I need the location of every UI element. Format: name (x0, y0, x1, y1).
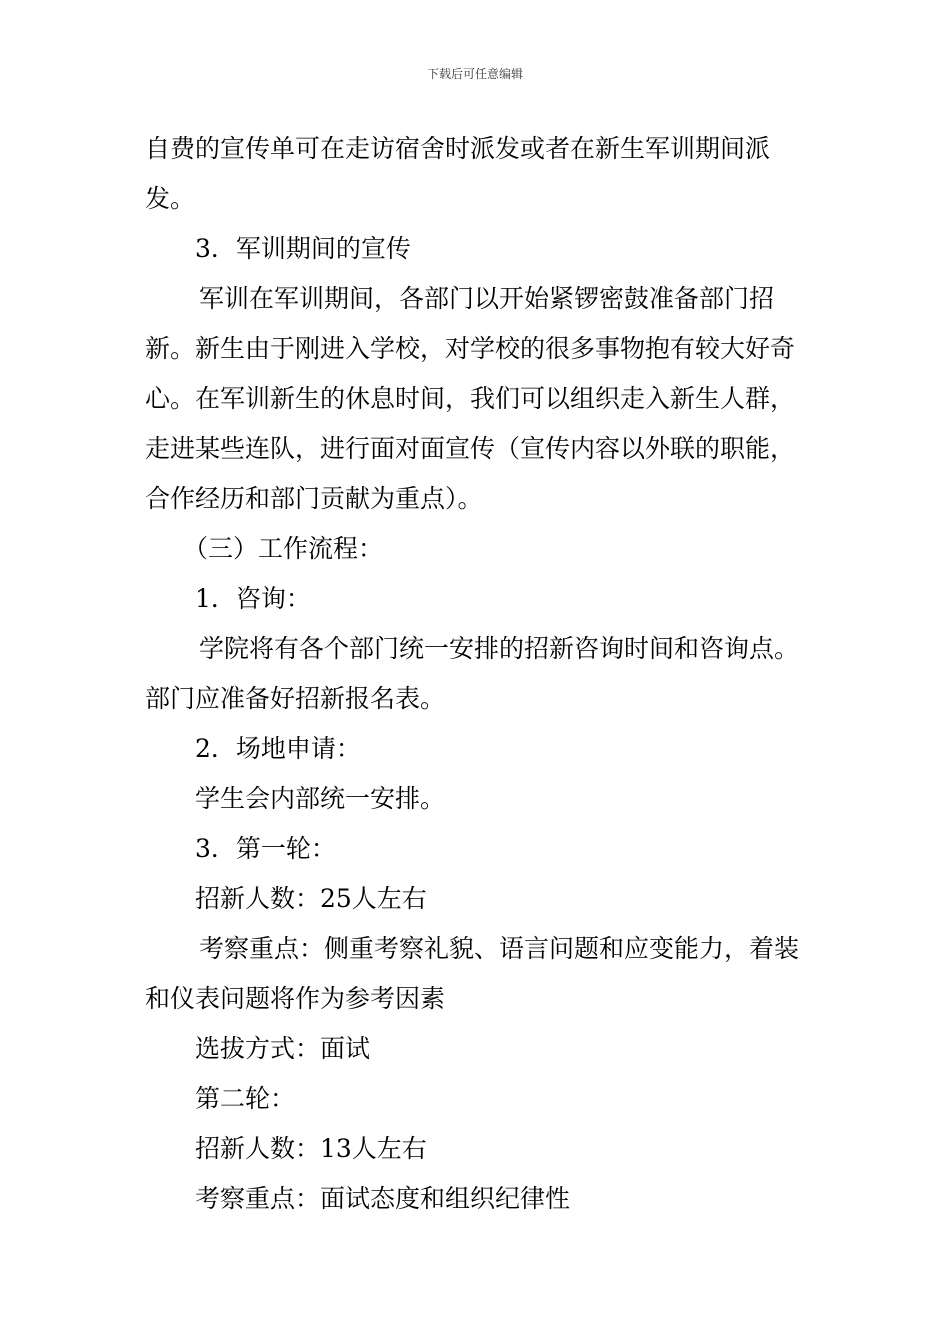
first-round-recruit-count: 招新人数：25人左右 (195, 884, 427, 913)
paragraph-leaflet: 自费的宣传单可在走访宿舍时派发或者在新生军训期间派发。 (145, 134, 771, 213)
heading-consultation: 1．咨询： (195, 584, 311, 613)
heading-venue-application: 2．场地申请： (195, 734, 361, 763)
heading-workflow: （三）工作流程： (183, 534, 384, 563)
page-header: 下载后可任意编辑 (426, 67, 523, 81)
second-round-recruit-count: 招新人数：13人左右 (195, 1134, 427, 1163)
first-round-focus: 考察重点：侧重考察礼貌、语言问题和应变能力，着装和仪表问题将作为参考因素 (145, 934, 800, 1013)
heading-military-training-publicity: 3．军训期间的宣传 (195, 234, 411, 263)
second-round-focus: 考察重点：面试态度和组织纪律性 (195, 1184, 571, 1213)
heading-second-round: 第二轮： (195, 1084, 296, 1113)
paragraph-consultation: 学院将有各个部门统一安排的招新咨询时间和咨询点。部门应准备好招新报名表。 (145, 634, 800, 713)
paragraph-military-training: 军训在军训期间，各部门以开始紧锣密鼓准备部门招新。新生由于刚进入学校，对学校的很多事物抱有较大好奇心。在军训新生的休息时间，我们可以组织走入新生人群，走进某些连队，进行面对面宣传（宣传内容以外联的职能，合作经历和部门贡献为重点）。 (145, 284, 796, 513)
document-body (145, 124, 817, 1224)
heading-first-round: 3．第一轮： (195, 834, 336, 863)
paragraph-venue: 学生会内部统一安排。 (195, 784, 446, 813)
first-round-method: 选拔方式：面试 (195, 1034, 371, 1063)
